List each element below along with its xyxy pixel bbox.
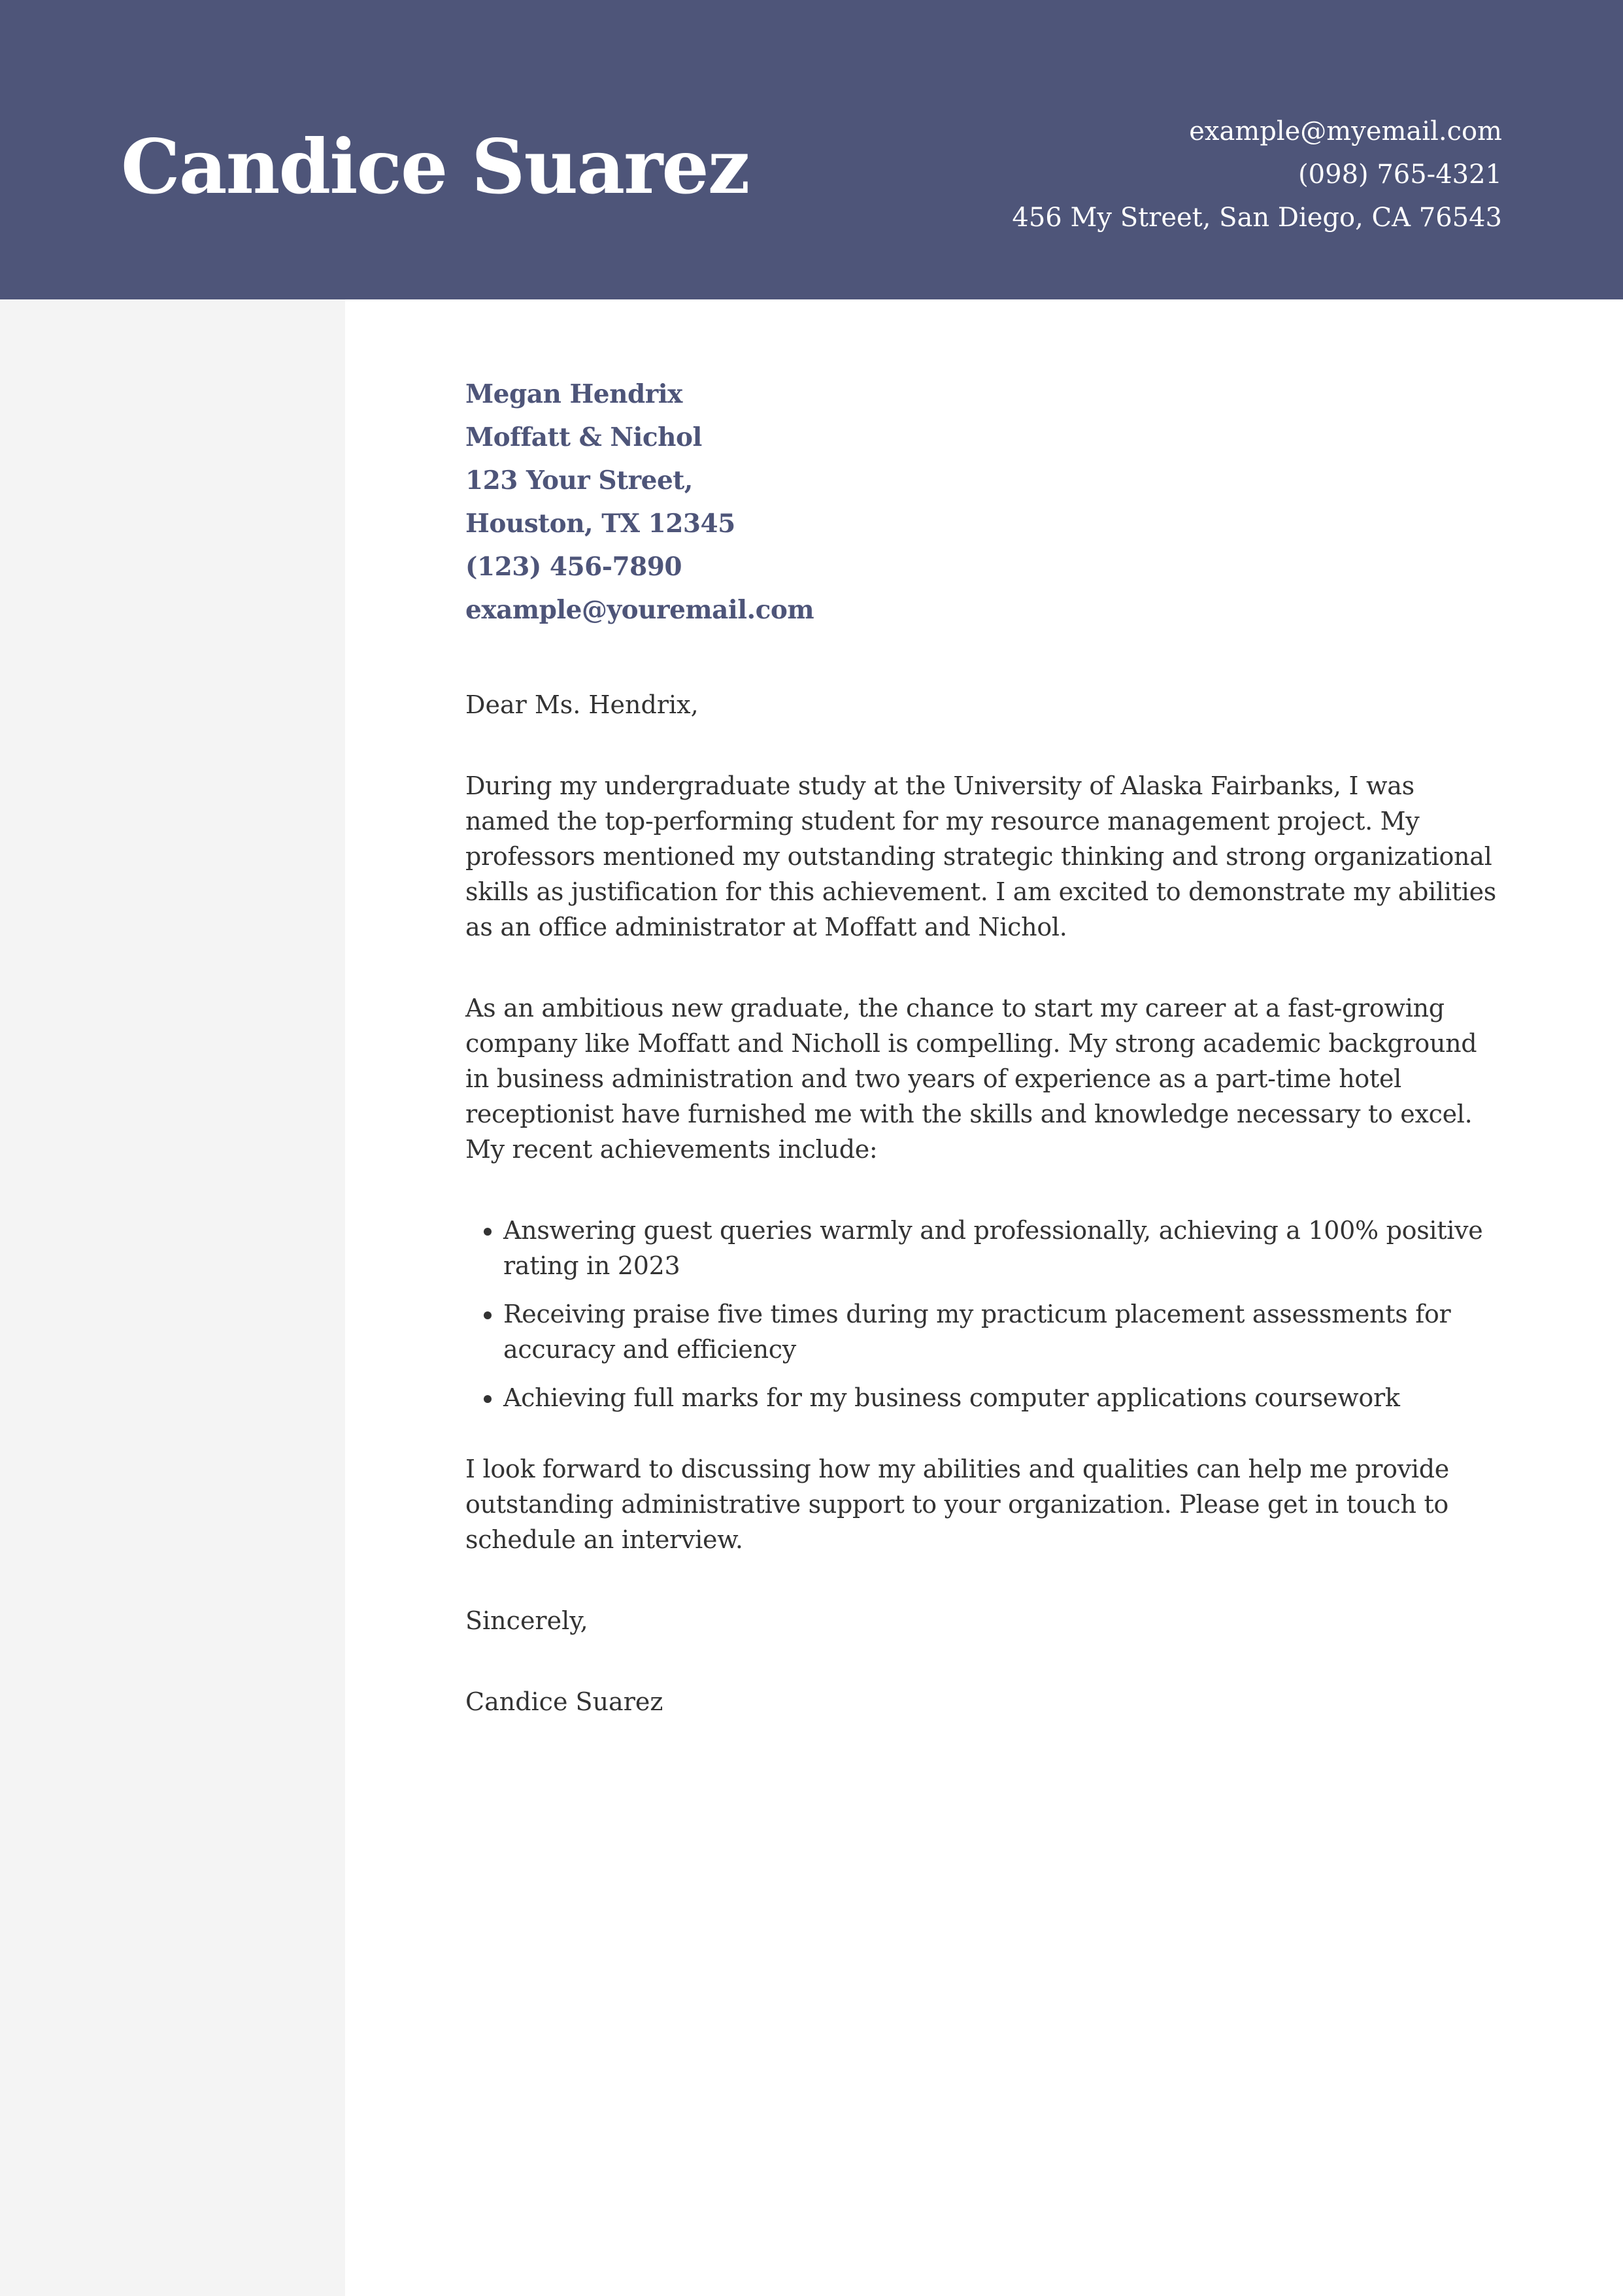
salutation: Dear Ms. Hendrix, bbox=[465, 690, 699, 719]
list-item: • Answering guest queries warmly and professionally, achieving a 100% positive rating in 2023 bbox=[503, 1213, 1505, 1283]
letter-body bbox=[465, 373, 1505, 1719]
recipient-name: Megan Hendrix bbox=[465, 379, 682, 409]
sender-contact bbox=[1012, 110, 1502, 239]
recipient-street: 123 Your Street, bbox=[465, 465, 693, 496]
list-item: • Receiving praise five times during my practicum placement assessments for accuracy and efficiency bbox=[503, 1296, 1505, 1367]
body-paragraph-2: As an ambitious new graduate, the chance to start my career at a fast-growing company like Moffatt and Nicholl is compelling. My strong academic background in business administration and two years of experience as a part-time hotel receptionist have furnished me with the skills and knowledge necessary to excel. My recent achievements include: bbox=[465, 994, 1477, 1164]
sender-name: Candice Suarez bbox=[121, 123, 749, 211]
sender-address: 456 My Street, San Diego, CA 76543 bbox=[1012, 203, 1502, 233]
body-paragraph-1: During my undergraduate study at the University of Alaska Fairbanks, I was named the top-performing student for my resource management project. My professors mentioned my outstanding strategic thinking and strong organizational skills as justification for this achievement. I am excited to demonstrate my abilities as an office administrator at Moffatt and Nichol. bbox=[465, 771, 1496, 941]
left-sidebar bbox=[0, 299, 345, 2296]
recipient-block bbox=[465, 373, 1505, 632]
recipient-email: example@youremail.com bbox=[465, 595, 814, 625]
header-banner bbox=[0, 0, 1623, 299]
closing: Sincerely, bbox=[465, 1606, 588, 1635]
signature-name: Candice Suarez bbox=[465, 1687, 663, 1716]
recipient-company: Moffatt & Nichol bbox=[465, 422, 702, 452]
sender-email: example@myemail.com bbox=[1189, 116, 1502, 146]
recipient-city: Houston, TX 12345 bbox=[465, 509, 735, 539]
closing-paragraph: I look forward to discussing how my abilities and qualities can help me provide outstanding administrative support to your organization. Please get in touch to schedule an interview. bbox=[465, 1455, 1449, 1554]
achievements-list bbox=[465, 1213, 1505, 1415]
recipient-phone: (123) 456-7890 bbox=[465, 552, 682, 582]
list-item: • Achieving full marks for my business computer applications coursework bbox=[503, 1380, 1505, 1415]
sender-phone: (098) 765-4321 bbox=[1298, 160, 1502, 190]
